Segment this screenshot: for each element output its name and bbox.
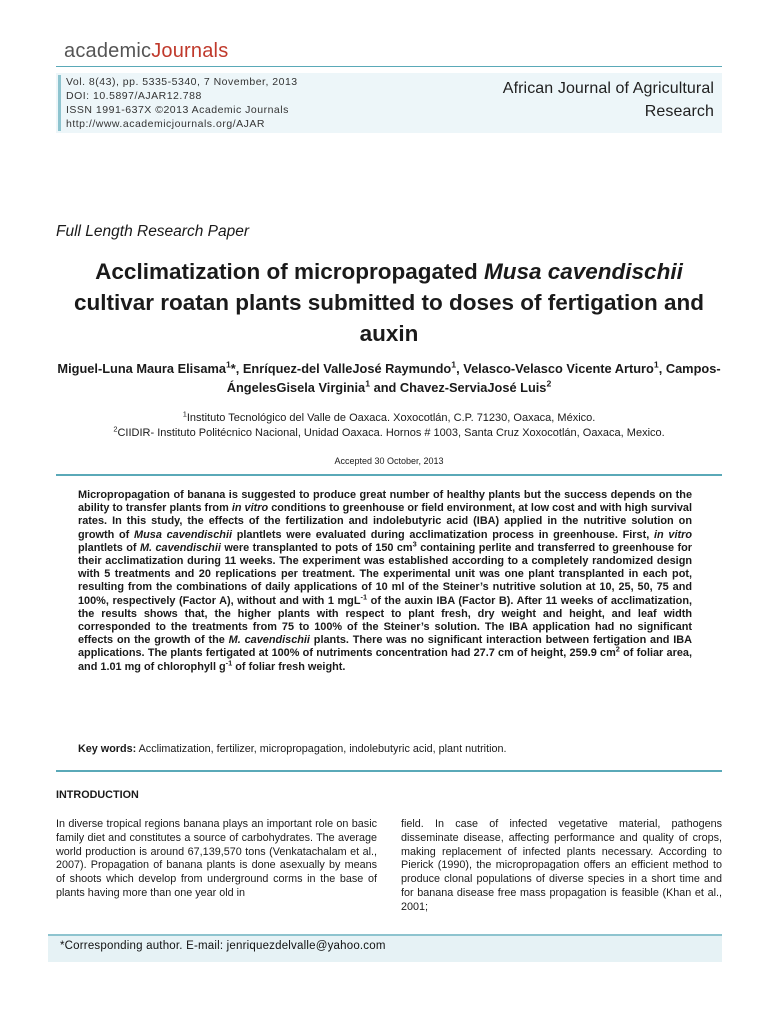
publisher-logo [64,40,228,63]
author-name: Chavez-ServiaJosé Luis [399,380,547,395]
corresponding-mark: *, [230,361,243,376]
header-meta-accent-bar [58,75,61,131]
abstract-text: conditions to greenhouse or field environment, at low cost and with high survival rates. In this study, the effects of the fertilization and indolebutyric acid (IBA) applied in the nutritive solution on growth of [78,502,692,541]
abstract-text: of foliar area, and 1.01 mg of chlorophyll g [78,647,692,673]
abstract-text: Micropropagation of banana is suggested to produce great number of healthy plants but the success depends on the ability to transfer plants from [78,489,692,515]
abstract-superscript: -1 [225,658,233,668]
body-column-left: In diverse tropical regions banana plays an important role on basic family diet and constitutes a source of carbohydrates. The average world production is around 67,139,570 tons (Venkatachalam et al., 2007). Propagation of banana plants is done asexually by means of shoots which develop from underground corms in the base of plants having more than one year old in [56,818,377,899]
header-rule [56,66,722,67]
journal-url[interactable]: http://www.academicjournals.org/AJAR [66,118,265,130]
author-affil-mark: 2 [546,378,552,389]
abstract-text: of foliar fresh weight. [232,660,346,673]
abstract-text: were transplanted to pots of 150 cm [220,541,413,554]
doi: DOI: 10.5897/AJAR12.788 [66,90,202,102]
abstract-text: containing perlite and transferred to greenhouse for their acclimatization during 11 weeks. The experiment was established according to a completely randomized design with 5 treatments and 20 replications per treatment. The experimental unit was one plant transplanted in each pot, resulting from the combinations of daily applications of 10 ml of the Steiner’s nutritive solution at 10, 25, 50, 75 and 100%, respectively (Factor A), without and with 1 mgL [78,541,692,607]
title-species: Musa cavendischii [483,259,683,284]
author-affil-mark: 1 [365,378,371,389]
corresponding-author-footnote: *Corresponding author. E-mail: jenriquezdelvalle@yahoo.com [60,940,386,952]
issn: ISSN 1991-637X ©2013 Academic Journals [66,104,289,116]
keywords-bottom-rule [56,770,722,772]
title-text-1: Acclimatization of micropropagated [95,259,484,284]
keywords [78,743,692,755]
journal-name [503,77,714,123]
author-affil-mark: 1 [653,359,659,370]
keywords-label: Key words: [78,743,137,755]
volume-info: Vol. 8(43), pp. 5335-5340, 7 November, 2013 [66,76,298,88]
abstract-text: of the auxin IBA (Factor B). After 11 weeks of acclimatization, the results shows that, the higher plants with respect to plant fresh, dry weight and height, and leaf width corresponded to the treatments from 75 to 100% of the Steiner’s solution. The IBA application had no significant effects on the growth of the [78,594,692,647]
accepted-date: Accepted 30 October, 2013 [334,456,444,466]
abstract-italic: Musa cavendischii [134,528,232,541]
affiliation-text: CIIDIR- Instituto Politécnico Nacional, Unidad Oaxaca. Hornos # 1003, Santa Cruz Xoxocotlán, Oaxaca, Mexico. [117,427,665,439]
affiliations [56,411,722,441]
title-text-2: cultivar roatan plants submitted to doses of fertigation and auxin [73,290,705,346]
abstract-italic: M. cavendischii [228,634,310,647]
logo-academic: academic [64,40,152,62]
affiliation-2 [56,426,722,441]
author-name: Miguel-Luna Maura Elisama [57,361,226,376]
abstract-italic: M. cavendischii [139,541,221,554]
citation-block [66,75,298,131]
affiliation-number: 2 [113,424,118,434]
paper-type: Full Length Research Paper [56,223,250,240]
abstract-top-rule [56,474,722,476]
journal-name-line2: Research [644,103,714,120]
journal-name-line1: African Journal of Agricultural [502,80,714,97]
logo-journals: Journals [151,40,229,62]
author-affil-mark: 1 [451,359,457,370]
author-name: Enríquez-del ValleJosé Raymundo [242,361,452,376]
author-separator: , [658,361,666,376]
affiliation-text: Instituto Tecnológico del Valle de Oaxaca. Xoxocotlán, C.P. 71230, Oaxaca, México. [186,412,596,424]
abstract [78,489,692,674]
abstract-italic: in vitro [653,528,692,541]
abstract-text: plantlets of [78,541,140,554]
body-column-right: field. In case of infected vegetative material, pathogens disseminate disease, affecting performance and quality of crops, making replacement of infected plants necessary. According to Pierick (1990), the micropropagation offers an efficient method to produce clonal populations of diverse species in a short time and for banana disease free mass propagation is feasible (Khan et al., 2001; [401,818,722,913]
author-separator: and [370,380,400,395]
abstract-italic: in vitro [231,502,269,515]
abstract-text: plantlets were evaluated during acclimatization process in greenhouse. First, [232,528,654,541]
author-name: Campos-ÁngelesGisela Virginia [226,361,721,395]
abstract-superscript: -1 [360,592,368,601]
affiliation-number: 1 [182,409,187,419]
keywords-text: Acclimatization, fertilizer, micropropagation, indolebutyric acid, plant nutrition. [136,743,507,755]
author-affil-mark: 1 [225,359,231,370]
paper-title [56,256,722,349]
author-list [56,359,722,397]
affiliation-1 [56,411,722,426]
author-name: Velasco-Velasco Vicente Arturo [463,361,654,376]
author-separator: , [456,361,464,376]
section-heading-introduction: INTRODUCTION [56,789,139,801]
abstract-superscript: 2 [615,644,620,654]
abstract-superscript: 3 [412,539,417,549]
abstract-text: plants. There was no significant interaction between fertigation and IBA applications. The plants fertigated at 100% of nutriments concentration had 27.7 cm of height, 259.9 cm [78,634,693,660]
